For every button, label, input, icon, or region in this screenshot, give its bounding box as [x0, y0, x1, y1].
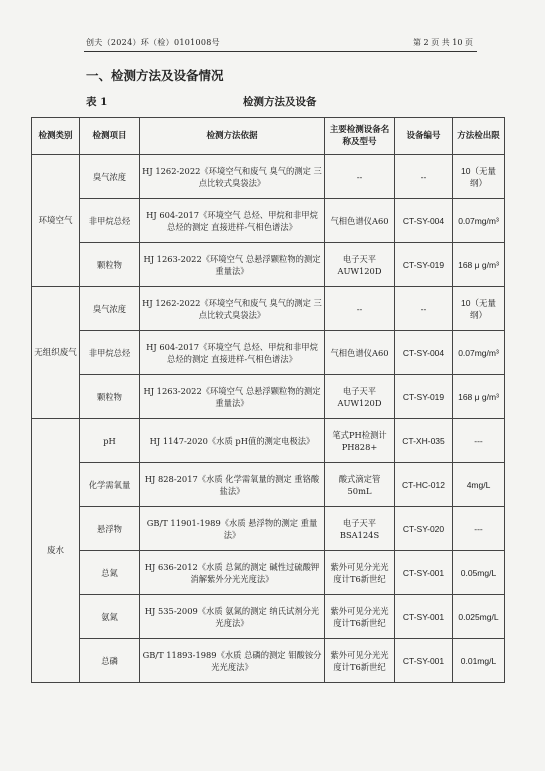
device-no-cell: CT-SY-004 — [395, 199, 453, 243]
equipment-cell: 气相色谱仪A60 — [325, 199, 395, 243]
limit-cell: --- — [453, 419, 505, 463]
limit-cell: 0.07mg/m³ — [453, 331, 505, 375]
device-no-cell: CT-SY-019 — [395, 375, 453, 419]
limit-cell: 10（无量纲） — [453, 287, 505, 331]
col-header-item: 检测项目 — [80, 118, 140, 155]
item-cell: pH — [80, 419, 140, 463]
item-cell: 总氮 — [80, 551, 140, 595]
col-header-device-no: 设备编号 — [395, 118, 453, 155]
device-no-cell: CT-SY-020 — [395, 507, 453, 551]
limit-cell: 0.025mg/L — [453, 595, 505, 639]
method-cell: HJ 604-2017《环境空气 总烃、甲烷和非甲烷总烃的测定 直接进样-气相色谱法》 — [140, 331, 325, 375]
limit-cell: 0.05mg/L — [453, 551, 505, 595]
method-cell: HJ 1262-2022《环境空气和废气 臭气的测定 三点比较式臭袋法》 — [140, 287, 325, 331]
device-no-cell: CT-SY-001 — [395, 551, 453, 595]
table-row — [32, 551, 505, 595]
table-body — [32, 155, 505, 683]
device-no-cell: CT-SY-004 — [395, 331, 453, 375]
table-caption: 检测方法及设备 — [243, 96, 317, 108]
method-cell: HJ 1263-2022《环境空气 总悬浮颗粒物的测定 重量法》 — [140, 375, 325, 419]
col-header-method: 检测方法依据 — [140, 118, 325, 155]
method-cell: GB/T 11893-1989《水质 总磷的测定 钼酸铵分光光度法》 — [140, 639, 325, 683]
item-cell: 悬浮物 — [80, 507, 140, 551]
method-cell: HJ 535-2009《水质 氨氮的测定 纳氏试剂分光光度法》 — [140, 595, 325, 639]
device-no-cell: -- — [395, 155, 453, 199]
limit-cell: --- — [453, 507, 505, 551]
table-row — [32, 419, 505, 463]
item-cell: 颗粒物 — [80, 375, 140, 419]
item-cell: 臭气浓度 — [80, 287, 140, 331]
equipment-cell: 电子天平AUW120D — [325, 375, 395, 419]
category-cell: 废水 — [32, 419, 80, 683]
method-cell: HJ 604-2017《环境空气 总烃、甲烷和非甲烷总烃的测定 直接进样-气相色谱法》 — [140, 199, 325, 243]
limit-cell: 168 μ g/m³ — [453, 375, 505, 419]
item-cell: 臭气浓度 — [80, 155, 140, 199]
equipment-cell: -- — [325, 287, 395, 331]
section-title: 一、检测方法及设备情况 — [86, 68, 224, 83]
table-row — [32, 507, 505, 551]
method-cell: HJ 1262-2022《环境空气和废气 臭气的测定 三点比较式臭袋法》 — [140, 155, 325, 199]
limit-cell: 4mg/L — [453, 463, 505, 507]
device-no-cell: CT-SY-001 — [395, 639, 453, 683]
table-row — [32, 155, 505, 199]
limit-cell: 168 μ g/m³ — [453, 243, 505, 287]
header-divider — [84, 51, 477, 52]
category-cell: 无组织废气 — [32, 287, 80, 419]
method-cell: HJ 1147-2020《水质 pH值的测定电极法》 — [140, 419, 325, 463]
equipment-cell: 气相色谱仪A60 — [325, 331, 395, 375]
report-number: 创夫（2024）环（检）0101008号 — [86, 38, 220, 47]
methods-table — [31, 117, 505, 683]
col-header-category: 检测类别 — [32, 118, 80, 155]
device-no-cell: CT-XH-035 — [395, 419, 453, 463]
table-header-row — [32, 118, 505, 155]
equipment-cell: 紫外可见分光光度计T6新世纪 — [325, 639, 395, 683]
table-row — [32, 639, 505, 683]
method-cell: HJ 828-2017《水质 化学需氧量的测定 重铬酸盐法》 — [140, 463, 325, 507]
method-cell: HJ 1263-2022《环境空气 总悬浮颗粒物的测定 重量法》 — [140, 243, 325, 287]
table-row — [32, 331, 505, 375]
table-label: 表 1 — [86, 96, 108, 108]
page-info: 第 2 页 共 10 页 — [413, 38, 473, 47]
item-cell: 颗粒物 — [80, 243, 140, 287]
equipment-cell: 电子天平BSA124S — [325, 507, 395, 551]
device-no-cell: -- — [395, 287, 453, 331]
table-row — [32, 375, 505, 419]
limit-cell: 10（无量纲） — [453, 155, 505, 199]
col-header-limit: 方法检出限 — [453, 118, 505, 155]
table-row — [32, 199, 505, 243]
method-cell: GB/T 11901-1989《水质 悬浮物的测定 重量法》 — [140, 507, 325, 551]
item-cell: 非甲烷总烃 — [80, 199, 140, 243]
item-cell: 氨氮 — [80, 595, 140, 639]
table-row — [32, 287, 505, 331]
device-no-cell: CT-SY-019 — [395, 243, 453, 287]
col-header-equipment: 主要检测设备名称及型号 — [325, 118, 395, 155]
item-cell: 非甲烷总烃 — [80, 331, 140, 375]
limit-cell: 0.01mg/L — [453, 639, 505, 683]
table-row — [32, 463, 505, 507]
method-cell: HJ 636-2012《水质 总氮的测定 碱性过硫酸钾消解紫外分光光度法》 — [140, 551, 325, 595]
limit-cell: 0.07mg/m³ — [453, 199, 505, 243]
equipment-cell: 酸式滴定管50mL — [325, 463, 395, 507]
equipment-cell: -- — [325, 155, 395, 199]
table-row — [32, 243, 505, 287]
device-no-cell: CT-SY-001 — [395, 595, 453, 639]
table-row — [32, 595, 505, 639]
device-no-cell: CT-HC-012 — [395, 463, 453, 507]
equipment-cell: 笔式PH检测计PH828+ — [325, 419, 395, 463]
item-cell: 化学需氧量 — [80, 463, 140, 507]
item-cell: 总磷 — [80, 639, 140, 683]
equipment-cell: 紫外可见分光光度计T6新世纪 — [325, 551, 395, 595]
category-cell: 环境空气 — [32, 155, 80, 287]
equipment-cell: 电子天平AUW120D — [325, 243, 395, 287]
equipment-cell: 紫外可见分光光度计T6新世纪 — [325, 595, 395, 639]
